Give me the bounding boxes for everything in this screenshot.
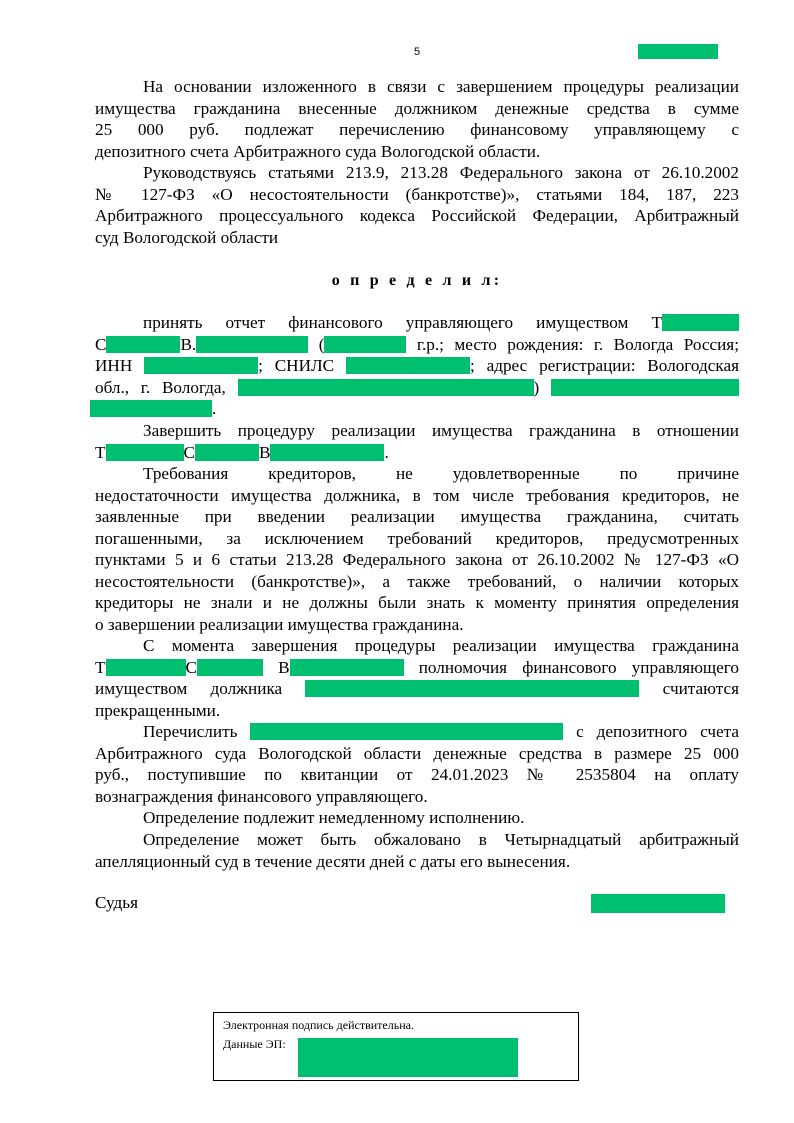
text-line: Требования кредиторов, не удовлетворенные по причине [143, 464, 739, 483]
redaction [346, 357, 470, 374]
text-line: Определение может быть обжаловано в Четырнадцатый арбитражный [143, 830, 739, 849]
text-line: Определение подлежит немедленному исполнению. [143, 808, 525, 827]
redaction [106, 336, 180, 353]
text-line: несостоятельности (банкротстве)», а также требований, о наличии которых [95, 571, 739, 591]
redaction [238, 379, 534, 396]
text-line [95, 334, 739, 356]
text-fragment: с депозитного счета [576, 722, 740, 741]
text-fragment: ИНН [95, 356, 133, 375]
redaction [195, 444, 259, 461]
text-fragment [278, 658, 403, 677]
text-line [95, 442, 739, 464]
text-line [95, 721, 739, 743]
text-line: Арбитражного процессуального кодекса Российской Федерации, Арбитражный [95, 206, 739, 225]
redaction [551, 379, 739, 396]
text-fragment: имуществом должника [95, 679, 283, 698]
redaction [662, 314, 739, 331]
text-line: кредиторы не знали и не должны были знать к моменту принятия определения [95, 593, 739, 612]
paragraph-legal-basis [95, 162, 739, 248]
text-fragment: Перечислить [143, 722, 238, 741]
signature-data-label: Данные ЭП: [223, 1037, 286, 1051]
redaction-header [638, 44, 718, 59]
text-fragment: С [95, 334, 107, 354]
text-line [95, 355, 739, 377]
text-line: погашенными, за исключением требований кредиторов, предусмотренных [95, 528, 739, 548]
section-heading: о п р е д е л и л: [331, 272, 503, 289]
redaction [290, 659, 404, 676]
text-line [95, 678, 739, 700]
paragraph-appeal [95, 829, 739, 872]
text-fragment [95, 658, 263, 677]
text-line: вознаграждения финансового управляющего. [95, 786, 428, 806]
redaction [324, 336, 406, 353]
text-fragment: В [258, 442, 271, 462]
text-fragment: С [183, 442, 195, 462]
redaction [144, 357, 258, 374]
text-line [95, 377, 739, 399]
paragraph-accept-report [95, 312, 739, 420]
text-fragment: Т [95, 442, 106, 462]
text-fragment: В [278, 657, 290, 677]
paragraph-creditor-claims [95, 463, 739, 635]
redaction [196, 336, 308, 353]
text-fragment: Т [95, 657, 106, 677]
text-line [95, 657, 739, 679]
text-fragment: считаются [662, 679, 740, 698]
text-line: № 127-ФЗ «О несостоятельности (банкротстве)», статьями 184, 187, 223 [95, 184, 739, 204]
paragraph-transfer-funds [95, 721, 739, 807]
text-fragment: С [185, 657, 197, 677]
text-line: апелляционный суд в течение десяти дней с даты его вынесения. [95, 851, 571, 871]
text-line: депозитного счета Арбитражного суда Вологодской области. [95, 141, 541, 161]
text-fragment: обл., г. Вологда, [95, 377, 226, 397]
text-line: недостаточности имущества должника, в том числе требования кредиторов, не [95, 485, 739, 505]
text-fragment: ( [318, 334, 325, 354]
text-line: суд Вологодской области [95, 227, 279, 247]
text-line [95, 312, 739, 334]
text-fragment: . [384, 442, 389, 462]
redaction [90, 400, 212, 417]
paragraph-deposit [95, 76, 739, 162]
text-fragment: г.р.; место рождения: г. Вологда Россия; [416, 334, 739, 354]
judge-label: Судья [95, 893, 139, 912]
paragraph-complete-procedure [95, 420, 739, 463]
redaction [270, 444, 384, 461]
text-fragment: ) [533, 377, 540, 397]
text-line: руб., поступившие по квитанции от 24.01.2023 № 2535804 на оплату [95, 765, 739, 784]
text-line: Завершить процедуру реализации имущества гражданина в отношении [143, 421, 739, 440]
redaction-judge-name [591, 894, 725, 913]
redaction-signature-data [298, 1038, 518, 1077]
paragraph-immediate-execution [95, 807, 739, 829]
redaction [106, 444, 184, 461]
text-line [95, 398, 739, 420]
text-line: 25 000 руб. подлежат перечислению финансовому управляющему с [95, 120, 739, 139]
text-line: Арбитражного суда Вологодской области денежные средства в размере 25 000 [95, 743, 739, 763]
redaction [106, 659, 186, 676]
text-line: Руководствуясь статьями 213.9, 213.28 Федерального закона от 26.10.2002 [143, 163, 739, 182]
text-line: прекращенными. [95, 700, 221, 720]
text-fragment: ; СНИЛС [258, 356, 335, 375]
paragraph-powers-terminated [95, 635, 739, 721]
text-line: заявленные при введении реализации имущества гражданина, считать [95, 507, 739, 526]
text-fragment: В. [180, 334, 197, 354]
redaction [250, 723, 563, 740]
redaction [305, 680, 639, 697]
text-line: пунктами 5 и 6 статьи 213.28 Федерального закона от 26.10.2002 № 127-ФЗ «О [95, 550, 739, 569]
text-line: о завершении реализации имущества гражданина. [95, 614, 464, 634]
text-fragment: ; адрес регистрации: Вологодская [469, 356, 740, 375]
text-fragment: . [212, 399, 217, 418]
text-line: На основании изложенного в связи с завершением процедуры реализации [143, 77, 739, 96]
text-fragment: принять отчет финансового управляющего имуществом Т [143, 313, 662, 332]
text-line: С момента завершения процедуры реализации имущества гражданина [143, 636, 739, 655]
text-line: имущества гражданина внесенные должником денежные средства в сумме [95, 98, 739, 118]
page-number: 5 [413, 46, 421, 58]
redaction [197, 659, 263, 676]
text-fragment: полномочия финансового управляющего [418, 657, 740, 677]
electronic-signature-box [213, 1012, 579, 1081]
signature-status: Электронная подпись действительна. [223, 1018, 414, 1032]
